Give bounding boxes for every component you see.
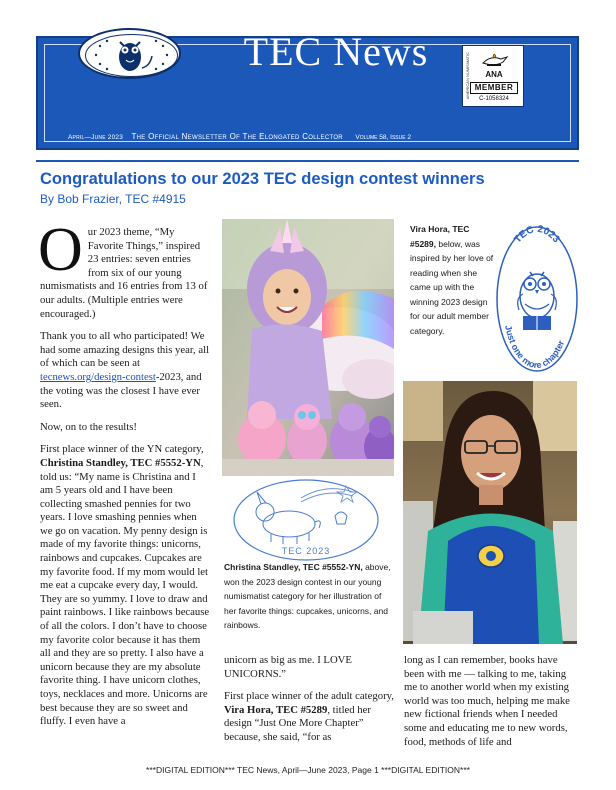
masthead-subtitle [68,126,548,144]
yn-paragraph [40,443,211,728]
article-column-3 [404,654,574,749]
article-column-2 [224,654,394,754]
thanks-text: Thank you to all who participated! We had some amazing designs this year, all of which can be seen at [40,330,210,370]
owl-coin-icon [78,28,181,79]
christina-caption [224,560,394,633]
intro-text: ur 2023 theme, “My Favorite Things,” inspired 23 entries: seven entries from six of our young numismatists and 16 entries from 13 of our adults. (Multiple entries were encouraged.) [40,226,208,320]
design-contest-link[interactable]: tecnews.org/design-contest [40,370,156,383]
lamp-icon [481,49,509,69]
issue-date: April—June 2023 [68,134,124,141]
adult-winner-name: Vira Hora, TEC #5289 [224,703,328,716]
newsletter-title: TEC News [243,29,429,74]
unicorn-design-drawing [231,478,381,562]
yn-quote: , told us: “My name is Christina and I am 5 years old and I have been collecting smashed pennies for two years. I love smashing pennies when we go on vacation. My penny design is made of my favorite things: unicorns, rainbows and cupcakes. Cupcakes are my favorite food. If my mom would let me eat a cupcake every day, I would. They are so yummy. I love to draw and paint rainbows. I like rainbows because of all the colors. I don’t have to choose my favorite color because it has them all and they are so pretty. I also have a unicorn because they are my absolute favorite thing. I have unicorn clothes, toys, necklaces and more. Unicorns are best because they are so sweet and fluffy. I even have a [40,456,210,728]
vira-photo [403,381,577,644]
thanks-text-end: -2023, and the voting was the closest I have ever seen. [40,370,202,411]
yn-quote-continued: unicorn as big as me. I LOVE UNICORNS.” [224,654,352,680]
vira-caption-text: below, was inspired by her love of reading when she came up with the winning 2023 design for our adult member category. [410,238,494,336]
badge-side-text: AMERICAN NUMISMATIC [465,52,470,100]
adult-quote: , titled her design “Just One More Chapter” because, she said, “for as [224,703,371,743]
owl-design-bottom-text: Just one more chapter [503,324,567,371]
page-footer: ***DIGITAL EDITION*** TEC News, April—June 2023, Page 1 ***DIGITAL EDITION*** [146,765,470,775]
christina-photo [222,219,394,476]
christina-caption-name: Christina Standley, TEC #5552-YN, [224,562,363,572]
results-paragraph: Now, on to the results! [40,420,137,433]
drop-cap: O [38,216,83,284]
badge-org: ANA [485,70,503,79]
christina-caption-text: above, won the 2023 design contest in our young numismatist category for her illustration of her favorite things: cupcakes, unicorns, and rainbows. [224,562,391,630]
ana-member-badge [462,45,524,107]
yn-text: First place winner of the YN category, [40,443,204,456]
owl-design-drawing [495,224,579,374]
badge-member-number: C-1058324 [479,96,509,102]
owl-design-top-text: TEC 2023 [512,224,562,246]
vira-caption-name: Vira Hora, TEC #5289, [410,224,470,249]
intro-paragraph [38,216,211,321]
divider [36,160,579,162]
adult-paragraph [224,690,394,744]
thanks-paragraph [40,330,211,412]
adult-quote-continued: long as I can remember, books have been with me — talking to me, taking me to another world when my existing world was too much, helping me make new fictional friends when I needed some and educating me to new words, food, methods of life and [404,654,570,748]
badge-member-label: MEMBER [470,82,518,94]
volume-issue: Volume 58, Issue 2 [355,134,411,141]
article-headline: Congratulations to our 2023 TEC design contest winners [40,170,485,188]
vira-caption [410,222,497,338]
article-column-1 [38,216,211,738]
tagline: The Official Newsletter Of The Elongated Collector [131,132,343,141]
article-byline: By Bob Frazier, TEC #4915 [40,192,186,206]
yn-winner-name: Christina Standley, TEC #5552-YN [40,456,201,469]
unicorn-design-text: TEC 2023 [281,546,331,556]
adult-text: First place winner of the adult category, [224,690,394,703]
